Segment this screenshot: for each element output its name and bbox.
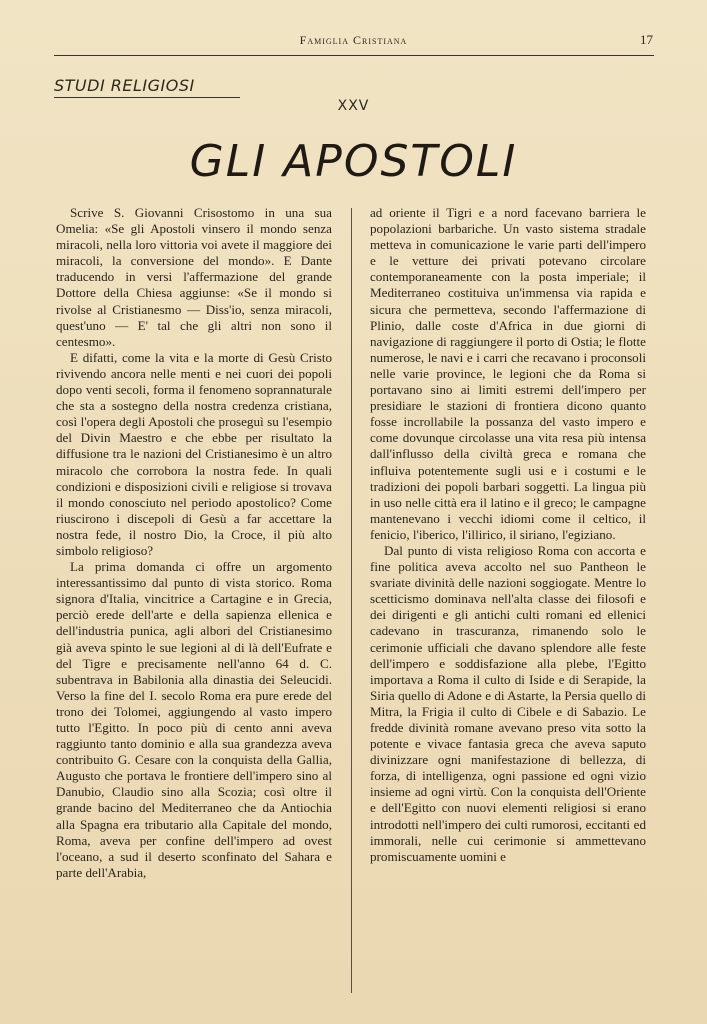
running-header-title: Famiglia Cristiana	[299, 33, 408, 47]
paragraph: La prima domanda ci offre un argomento interessantissimo dal punto di vista storico. Roma signora d'Italia, vincitrice a Cartagine e in Grecia, perciò erede dell'arte e della sapienza ellenica e dell'industria punica, agli albori del Cristianesimo già aveva spinto le sue legioni al di là dell'Eufrate e del Tigre e precisamente nell'anno 64 d. C. subentrava in Babilonia alla dinastia dei Seleucidi. Verso la fine del I. secolo Roma era pure erede del trono dei Tolomei, aggiungendo al vasto impero tutto l'Egitto. In poco più di cento anni aveva raggiunto tanto dominio e alla sua grandezza aveva contribuito G. Cesare con la conquista della Gallia, Augusto che portava le frontiere dell'impero sino al Danubio, Claudio sino alla Scozia; così oltre il grande bacino del Mediterraneo che da Antiochia alla Spagna era tributario alla Capitale del mondo, Roma, aveva per confine dell'impero ad ovest l'oceano, a sud il deserto sconfinato del Sahara e parte dell'Arabia,	[56, 559, 332, 880]
text-column-left	[56, 205, 332, 881]
text-column-right	[370, 205, 646, 865]
paragraph: Scrive S. Giovanni Crisostomo in una sua Omelia: «Se gli Apostoli vinsero il mondo senza miracoli, nella loro vittoria voi avete il maggiore dei miracoli, la conversione del mondo». E Dante traducendo in versi l'affermazione del grande Dottore della Chiesa aggiunse: «Se il mondo si rivolse al Cristianesmo — Diss'io, senza miracoli, quest'uno — E' tal che gli altri non sono il centesmo».	[56, 205, 332, 349]
column-divider	[351, 208, 352, 993]
paragraph: Dal punto di vista religioso Roma con accorta e fine politica aveva accolto nel suo Pantheon le svariate divinità delle nazioni soggiogate. Mentre lo scetticismo dominava nell'alta classe dei filosofi e dei dirigenti e gli antichi culti romani ed ellenici cadevano in trascuranza, rimanendo solo le cerimonie ufficiali che davano splendore alle feste dell'impero e soddisfazione alla plebe, l'Egitto importava a Roma il culto di Iside e di Serapide, la Siria quello di Adone e di Astarte, la Persia quello di Mitra, la Frigia il culto di Cibele e di Sabazio. Le fredde divinità romane avevano preso vita sotto la potente e vivace fantasia greca che aveva saputo divinizzare ogni manifestazione di bellezza, di forza, di intelligenza, ogni passione ed ogni vizio insieme ad ogni virtù. Con la conquista dell'Oriente e dell'Egitto con nuovi elementi religiosi si erano introdotti nell'impero dei culti rumorosi, eccitanti ed immorali, nelle cui cerimonie si ammettevano promiscuamente uomini e	[370, 542, 646, 864]
section-label: STUDI RELIGIOSI	[54, 76, 195, 95]
paragraph: ad oriente il Tigri e a nord facevano barriera le popolazioni barbariche. Un vasto sistema stradale metteva in comunicazione le varie parti dell'impero e le vetture dei privati potevano circolare contemporaneamente con la posta imperiale; il Mediterraneo costituiva un'immensa via rapida e sicura che permetteva, secondo l'affermazione di Plinio, dalle coste d'Africa in due giorni di navigazione di raggiungere il porto di Ostia; le flotte numerose, le navi e i carri che recavano i proconsoli nelle varie province, le legioni che da Roma si portavano sino ai limiti estremi dell'impero per presidiare le stazioni di frontiera dicono quanto fosse incrollabile la possanza del vasto impero e come dovunque circolasse una vita resa più intensa dall'influsso della civiltà greca e romana che influiva potentemente sugli usi e i costumi e le tradizioni dei popoli barbari soggetti. La lingua più in uso nelle città era il latino e il greco; le campagne mantenevano i vecchi idiomi come il celtico, il fenicio, l'iberico, l'illirico, il siriano, l'egiziano.	[370, 205, 646, 542]
page-number: 17	[640, 32, 653, 47]
article-number: XXV	[337, 98, 370, 114]
paragraph: E difatti, come la vita e la morte di Gesù Cristo rivivendo ancora nelle menti e nei cuori dei popoli dopo venti secoli, forma il fenomeno soprannaturale che sta a sostegno della nostra credenza cristiana, così l'opera degli Apostoli che proseguì su l'esempio del Divin Maestro e che ebbe per risultato la diffusione tra le nazioni del Cristianesimo è un altro miracolo che corrobora la nostra fede. In quali condizioni e disposizioni civili e religiose si trovava il mondo conosciuto nel periodo apostolico? Come riuscirono i discepoli di Gesù a far accettare la nostra fede, il nostro Dio, la Croce, il più alto simbolo religioso?	[56, 349, 332, 558]
article-title: GLI APOSTOLI	[189, 136, 518, 187]
header-divider	[54, 55, 654, 56]
